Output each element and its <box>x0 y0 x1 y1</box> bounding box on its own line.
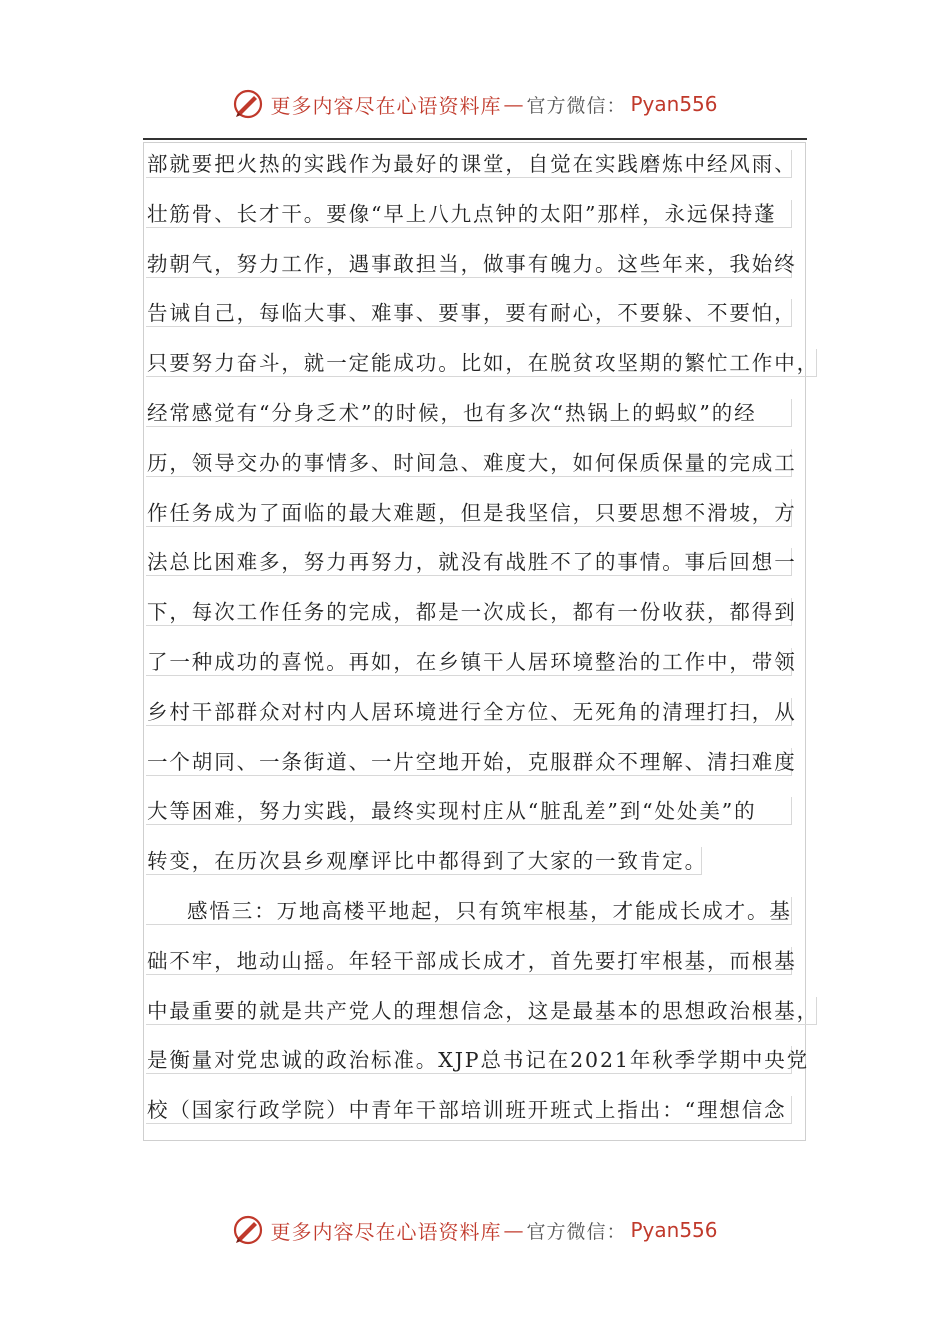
text-line: 经常感觉有“分身乏术”的时候，也有多次“热锅上的蚂蚁”的经 <box>146 399 792 427</box>
body-text <box>146 150 819 1146</box>
text-line: 作任务成为了面临的最大难题，但是我坚信，只要思想不滑坡，方 <box>147 500 797 525</box>
text-line-indented: 感悟三：万地高楼平地起，只有筑牢根基，才能成长成才。基 <box>146 897 792 925</box>
text-line: 校（国家行政学院）中青年干部培训班开班式上指出：“理想信念 <box>146 1096 792 1124</box>
text-line: 只要努力奋斗，就一定能成功。比如，在脱贫攻坚期的繁忙工作中， <box>147 351 819 376</box>
banner-text: 更多内容尽在心语资料库 <box>270 93 502 118</box>
text-line: 一个胡同、一条街道、一片空地开始，克服群众不理解、清扫难度 <box>147 749 797 774</box>
text-line: 壮筋骨、长才干。要像“早上八九点钟的太阳”那样，永远保持蓬 <box>146 200 792 228</box>
text-line: 下，每次工作任务的完成，都是一次成长，都有一份收获，都得到 <box>147 600 797 625</box>
banner-wechat-id: Pyan556 <box>630 92 718 116</box>
banner-text: 更多内容尽在心语资料库 <box>270 1219 502 1244</box>
footer-banner <box>0 1210 950 1250</box>
text-line: 乡村干部群众对村内人居环境进行全方位、无死角的清理打扫，从 <box>147 699 797 724</box>
text-line: 础不牢，地动山摇。年轻干部成长成才，首先要打牢根基，而根基 <box>147 948 797 973</box>
text-line: 历，领导交办的事情多、时间急、难度大，如何保质保量的完成工 <box>147 450 797 475</box>
header-banner <box>0 84 950 124</box>
banner-separator: — <box>503 92 525 116</box>
pen-logo-icon <box>232 88 264 120</box>
banner-wechat-label: 官方微信： <box>526 94 627 117</box>
text-line: 部就要把火热的实践作为最好的课堂，自觉在实践磨炼中经风雨、 <box>147 152 797 176</box>
text-line: 法总比困难多，努力再努力，就没有战胜不了的事情。事后回想一 <box>147 550 797 575</box>
text-line: 中最重要的就是共产党人的理想信念，这是最基本的思想政治根基， <box>147 998 819 1023</box>
text-line: 告诫自己，每临大事、难事、要事，要有耐心，不要躲、不要怕， <box>147 301 797 326</box>
text-line: 了一种成功的喜悦。再如，在乡镇干人居环境整治的工作中，带领 <box>147 649 797 674</box>
text-line: 转变，在历次县乡观摩评比中都得到了大家的一致肯定。 <box>147 849 707 874</box>
text-line: 勃朝气，努力工作，遇事敢担当，做事有魄力。这些年来，我始终 <box>147 251 797 276</box>
banner-separator: — <box>503 1218 525 1242</box>
text-line: 大等困难，努力实践，最终实现村庄从“脏乱差”到“处处美”的 <box>146 797 792 825</box>
pen-logo-icon <box>232 1214 264 1246</box>
banner-wechat-label: 官方微信： <box>526 1220 627 1243</box>
header-rule <box>143 138 807 140</box>
banner-wechat-id: Pyan556 <box>630 1218 718 1242</box>
text-line: 是衡量对党忠诚的政治标准。XJP总书记在2021年秋季学期中央党 <box>147 1048 810 1073</box>
